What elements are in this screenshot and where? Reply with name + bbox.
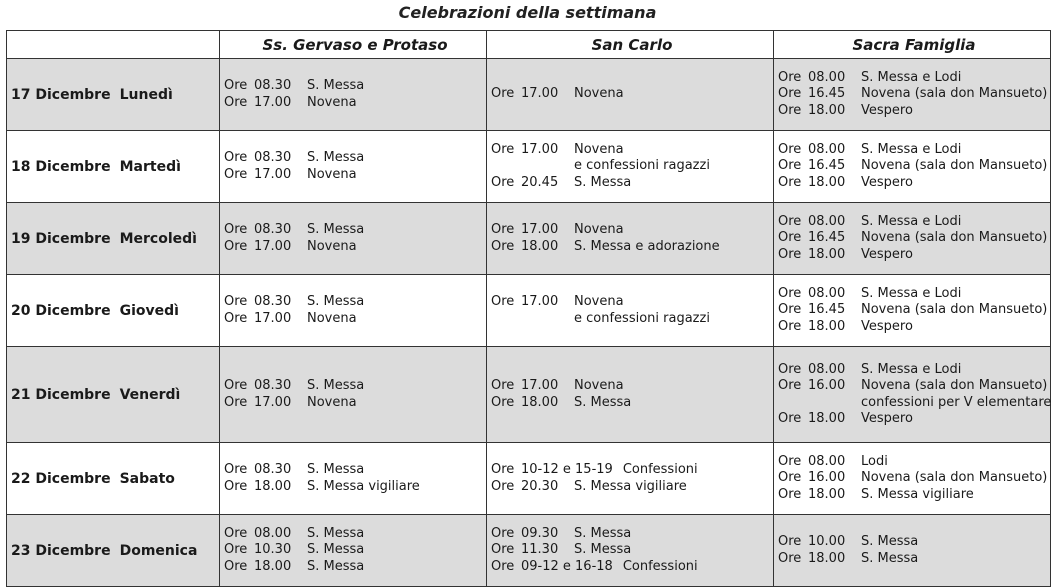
schedule-line [491,158,773,175]
schedule-row [7,443,1051,515]
cell-sacra-famiglia [774,275,1051,347]
ore-label: Ore [778,378,802,393]
time-value: 08.00 [808,285,846,301]
event-description: S. Messa e Lodi [861,361,962,377]
event-description: Novena [307,310,357,326]
day-date: 20 Dicembre [11,302,111,319]
event-description: S. Messa [574,174,632,190]
day-cell [7,59,220,131]
event-description: Novena [307,94,357,110]
schedule-line [778,378,1050,395]
schedule-line [778,395,1050,412]
cell-sacra-famiglia [774,203,1051,275]
schedule-line [224,167,486,184]
schedule-line [491,222,773,239]
event-description: S. Messa e Lodi [861,285,962,301]
day-cell [7,131,220,203]
time-value: 08.00 [808,361,846,377]
schedule-line [224,239,486,256]
ore-label: Ore [778,453,802,469]
time-value: 10.00 [808,534,846,549]
time-value: 08.30 [254,150,292,165]
ore-label: Ore [778,411,802,426]
time-value: 17.00 [521,86,559,102]
schedule-line [778,534,1050,551]
ore-label: Ore [778,246,802,262]
event-description: S. Messa [574,394,632,410]
schedule-table [6,30,1051,587]
ore-label: Ore [224,238,248,254]
day-weekday: Mercoledì [119,230,197,247]
ore-label: Ore [778,86,802,102]
schedule-line [224,95,486,112]
time-value: 17.00 [254,310,292,326]
ore-label: Ore [491,294,515,309]
event-description: S. Messa e Lodi [861,213,962,229]
ore-label: Ore [224,294,248,309]
day-date: 17 Dicembre [11,86,111,103]
day-date: 21 Dicembre [11,386,111,403]
schedule-row [7,347,1051,443]
cell-gervaso-protaso [220,515,487,587]
event-description: S. Messa [861,534,919,549]
ore-label: Ore [778,550,802,566]
schedule-line [778,86,1050,103]
day-date: 19 Dicembre [11,230,111,247]
time-value: 17.00 [254,166,292,182]
time-value: 17.00 [521,141,559,157]
event-description: S. Messa [574,542,632,558]
event-description: S. Messa e Lodi [861,141,962,157]
ore-label: Ore [778,230,802,246]
schedule-row [7,131,1051,203]
time-value: 08.00 [808,69,846,85]
schedule-line [491,294,773,311]
event-description: S. Messa e adorazione [574,238,720,254]
day-weekday: Venerdì [119,386,181,403]
schedule-line [491,239,773,256]
page-title: Celebrazioni della settimana [398,3,657,22]
schedule-line [224,78,486,95]
event-description: Novena [307,394,357,410]
ore-label: Ore [224,310,248,326]
schedule-line [778,487,1050,504]
schedule-line [778,103,1050,120]
schedule-line [778,286,1050,303]
time-value: 16.45 [808,86,846,102]
event-description: S. Messa [307,78,365,93]
event-description: S. Messa [307,558,365,574]
schedule-line [491,311,773,328]
time-value: 17.00 [521,222,559,237]
schedule-line [778,411,1050,428]
ore-label: Ore [491,378,515,393]
schedule-line [224,294,486,311]
event-description: Novena [574,294,624,309]
time-value: 18.00 [808,411,846,426]
ore-label: Ore [224,78,248,93]
event-description: Confessioni [622,558,698,574]
schedule-line [491,175,773,192]
schedule-line [491,526,773,543]
event-description: Vespero [861,318,913,334]
ore-label: Ore [778,302,802,318]
ore-label: Ore [224,378,248,393]
time-value: 08.00 [808,213,846,229]
schedule-line [224,559,486,576]
time-value: 18.00 [808,318,846,334]
event-description: Novena (sala don Mansueto) [861,302,1048,318]
ore-label: Ore [778,534,802,549]
ore-label: Ore [224,525,248,541]
event-description: Novena [574,86,624,102]
ore-label: Ore [224,462,248,477]
schedule-line [778,470,1050,487]
cell-gervaso-protaso [220,443,487,515]
schedule-line [224,222,486,239]
event-description: Novena [574,222,624,237]
event-description: Novena (sala don Mansueto) [861,230,1048,246]
ore-label: Ore [224,558,248,574]
day-weekday: Giovedì [119,302,179,319]
ore-label [778,395,808,412]
time-value: 09-12 e 16-18 [521,558,613,574]
time-value: 17.00 [254,94,292,110]
day-cell [7,443,220,515]
schedule-line [491,559,773,576]
cell-gervaso-protaso [220,347,487,443]
time-value [521,158,574,175]
cell-gervaso-protaso [220,131,487,203]
event-description: confessioni per V elementare [861,394,1052,410]
time-value: 18.00 [521,394,559,410]
event-description: S. Messa vigiliare [574,478,687,494]
ore-label: Ore [224,394,248,410]
schedule-line [491,479,773,496]
time-value: 17.00 [254,394,292,410]
schedule-line [778,158,1050,175]
time-value: 16.00 [808,470,846,486]
event-description: Novena [307,166,357,182]
schedule-line [778,230,1050,247]
ore-label: Ore [224,222,248,237]
time-value: 18.00 [808,246,846,262]
header-day [7,31,220,59]
time-value: 18.00 [521,238,559,254]
header-row [7,31,1051,59]
event-description: S. Messa [307,525,365,541]
cell-san-carlo [487,347,774,443]
day-weekday: Lunedì [119,86,173,103]
cell-san-carlo [487,131,774,203]
day-cell [7,347,220,443]
schedule-line [224,479,486,496]
event-description: Novena (sala don Mansueto) [861,86,1048,102]
ore-label: Ore [778,174,802,190]
schedule-line [224,462,486,479]
event-description: S. Messa [307,462,365,477]
schedule-row [7,59,1051,131]
event-description: Novena (sala don Mansueto) [861,378,1048,393]
event-description: S. Messa [574,525,632,541]
ore-label [491,311,521,328]
schedule-line [224,311,486,328]
time-value: 17.00 [521,378,559,393]
event-description: S. Messa vigiliare [307,478,420,494]
cell-san-carlo [487,203,774,275]
time-value: 08.30 [254,378,292,393]
ore-label: Ore [778,141,802,157]
ore-label: Ore [224,542,248,558]
schedule-line [491,542,773,559]
event-description: Vespero [861,246,913,262]
ore-label: Ore [491,394,515,410]
time-value: 08.30 [254,462,292,477]
schedule-row [7,203,1051,275]
event-description: e confessioni ragazzi [574,310,710,326]
time-value: 18.00 [254,558,292,574]
cell-san-carlo [487,443,774,515]
schedule-line [778,302,1050,319]
ore-label: Ore [224,150,248,165]
cell-sacra-famiglia [774,131,1051,203]
event-description: Vespero [861,411,913,426]
day-weekday: Domenica [119,542,198,559]
day-cell [7,515,220,587]
time-value: 20.45 [521,174,559,190]
time-value [808,395,861,412]
time-value: 16.45 [808,158,846,174]
event-description: Novena (sala don Mansueto) [861,158,1048,174]
schedule-line [778,214,1050,231]
event-description: S. Messa [307,542,365,558]
time-value: 17.00 [521,294,559,309]
schedule-line [224,378,486,395]
event-description: Novena [574,141,624,157]
time-value: 08.00 [254,525,292,541]
ore-label: Ore [778,486,802,502]
event-description: S. Messa e Lodi [861,69,962,85]
cell-sacra-famiglia [774,347,1051,443]
time-value: 08.00 [808,141,846,157]
day-cell [7,275,220,347]
cell-sacra-famiglia [774,59,1051,131]
schedule-line [491,462,773,479]
time-value: 08.00 [808,453,846,469]
day-date: 18 Dicembre [11,158,111,175]
schedule-line [778,362,1050,379]
ore-label: Ore [778,213,802,229]
event-description: S. Messa [307,150,365,165]
header-sacra-famiglia: Sacra Famiglia [774,31,1051,59]
time-value: 17.00 [254,238,292,254]
time-value: 18.00 [254,478,292,494]
time-value: 09.30 [521,525,559,541]
ore-label: Ore [778,69,802,85]
time-value: 16.00 [808,378,846,393]
ore-label: Ore [491,525,515,541]
time-value: 08.30 [254,294,292,309]
event-description: Vespero [861,174,913,190]
cell-san-carlo [487,275,774,347]
day-cell [7,203,220,275]
schedule-row [7,515,1051,587]
time-value: 10-12 e 15-19 [521,462,613,477]
event-description: Confessioni [622,462,698,477]
time-value: 18.00 [808,486,846,502]
cell-san-carlo [487,515,774,587]
ore-label: Ore [778,285,802,301]
ore-label: Ore [778,361,802,377]
schedule-line [778,247,1050,264]
event-description: Lodi [861,453,888,469]
ore-label: Ore [491,478,515,494]
schedule-line [224,150,486,167]
ore-label: Ore [491,238,515,254]
ore-label: Ore [224,166,248,182]
event-description: Novena [307,238,357,254]
time-value: 16.45 [808,302,846,318]
schedule-line [491,142,773,159]
event-description: S. Messa [307,294,365,309]
event-description: S. Messa [861,550,919,566]
header-san-carlo: San Carlo [487,31,774,59]
time-value: 18.00 [808,550,846,566]
day-date: 23 Dicembre [11,542,111,559]
cell-gervaso-protaso [220,203,487,275]
ore-label: Ore [224,478,248,494]
schedule-line [778,175,1050,192]
schedule-line [778,454,1050,471]
ore-label: Ore [491,558,515,574]
schedule-line [224,526,486,543]
ore-label: Ore [491,174,515,190]
schedule-line [491,395,773,412]
event-description: Novena [574,378,624,393]
cell-gervaso-protaso [220,59,487,131]
ore-label: Ore [491,542,515,558]
ore-label: Ore [491,462,515,477]
ore-label [491,158,521,175]
schedule-line [491,86,773,103]
event-description: Novena (sala don Mansueto) [861,470,1048,486]
time-value [521,311,574,328]
ore-label: Ore [778,318,802,334]
time-value: 20.30 [521,478,559,494]
day-weekday: Martedì [119,158,181,175]
event-description: S. Messa vigiliare [861,486,974,502]
ore-label: Ore [778,102,802,118]
time-value: 10.30 [254,542,292,558]
day-date: 22 Dicembre [11,470,111,487]
event-description: e confessioni ragazzi [574,158,710,174]
event-description: S. Messa [307,222,365,237]
time-value: 18.00 [808,102,846,118]
time-value: 08.30 [254,222,292,237]
event-description: S. Messa [307,378,365,393]
ore-label: Ore [491,222,515,237]
cell-sacra-famiglia [774,515,1051,587]
schedule-line [778,319,1050,336]
ore-label: Ore [778,470,802,486]
cell-sacra-famiglia [774,443,1051,515]
schedule-line [224,395,486,412]
ore-label: Ore [491,141,515,157]
cell-san-carlo [487,59,774,131]
schedule-line [778,142,1050,159]
ore-label: Ore [778,158,802,174]
cell-gervaso-protaso [220,275,487,347]
schedule-line [224,542,486,559]
schedule-line [778,70,1050,87]
ore-label: Ore [491,86,515,102]
time-value: 08.30 [254,78,292,93]
event-description: Vespero [861,102,913,118]
time-value: 16.45 [808,230,846,246]
time-value: 18.00 [808,174,846,190]
schedule-line [491,378,773,395]
schedule-row [7,275,1051,347]
time-value: 11.30 [521,542,559,558]
schedule-line [778,551,1050,568]
header-gervaso-protaso: Ss. Gervaso e Protaso [220,31,487,59]
ore-label: Ore [224,94,248,110]
day-weekday: Sabato [119,470,175,487]
